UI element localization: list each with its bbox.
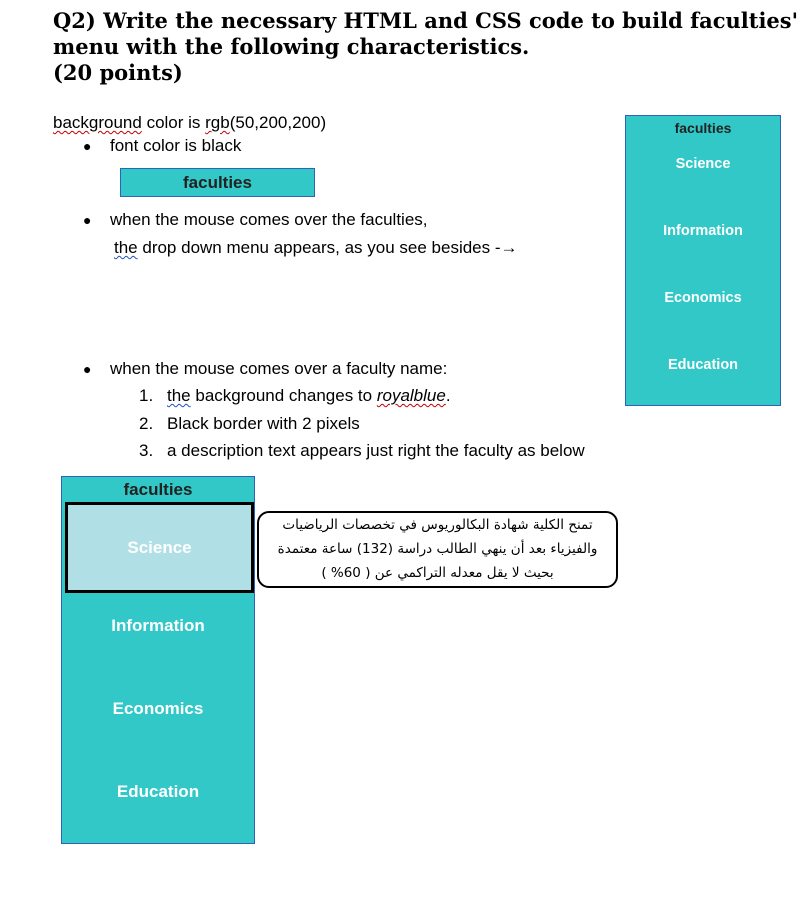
- menu-item-education[interactable]: Education: [116, 782, 200, 801]
- menu-item-science-hovered[interactable]: [65, 502, 254, 593]
- item-number: 1.: [139, 386, 154, 405]
- description-line-2: والفيزياء بعد أن ينهي الطالب دراسة (132) ساعة معتمدة: [277, 541, 598, 557]
- description-line-3: بحيث لا يقل معدله التراكمي عن ( 60% ): [321, 565, 554, 581]
- intro-line: [53, 112, 326, 134]
- item-number: 2.: [139, 414, 154, 433]
- item-text: Black border with 2 pixels: [167, 414, 360, 433]
- word-the: the: [114, 238, 138, 257]
- faculties-sample-box[interactable]: [120, 168, 315, 197]
- title-line-3: (20 points): [53, 60, 183, 85]
- menu-item-science[interactable]: Science: [675, 156, 731, 172]
- menu-item-economics[interactable]: Economics: [664, 290, 742, 306]
- faculties-hover-example-menu: [61, 476, 255, 844]
- bullet-hover-faculties: [83, 209, 428, 231]
- item-text: background changes to: [190, 386, 377, 405]
- bullet-text: drop down menu appears, as you see besides -→: [137, 238, 518, 257]
- description-line-1: تمنح الكلية شهادة البكالوريوس في تخصصات الرياضيات: [282, 517, 593, 533]
- item-number: 3.: [139, 441, 154, 460]
- menu-item-economics[interactable]: Economics: [112, 699, 204, 718]
- bullet-dot-icon: ●: [83, 212, 92, 228]
- bullet-font-color: [83, 135, 241, 157]
- bullet-hover-faculties-line2: [114, 237, 518, 259]
- item-period: .: [445, 386, 451, 405]
- faculties-sample-label: faculties: [183, 172, 252, 192]
- bullet-hover-faculty-name: [83, 358, 447, 380]
- bullet-text: when the mouse comes over the faculties,: [110, 210, 428, 229]
- menu-item-education[interactable]: Education: [667, 357, 739, 373]
- bullet-dot-icon: ●: [83, 138, 92, 154]
- intro-word-background: background: [53, 113, 142, 132]
- bullet-dot-icon: ●: [83, 361, 92, 377]
- numbered-item-2: [139, 413, 360, 435]
- title-line-2: menu with the following characteristics.: [53, 34, 530, 59]
- menu-item-information[interactable]: Information: [663, 223, 743, 239]
- dropdown-header[interactable]: faculties: [674, 120, 732, 136]
- question-title: [53, 8, 799, 86]
- title-line-1: Q2) Write the necessary HTML and CSS code to build faculties': [53, 8, 799, 33]
- intro-rgb-value: (50,200,200): [229, 113, 327, 132]
- word-the: the: [167, 386, 191, 405]
- intro-text: color is: [141, 113, 206, 132]
- menu-item-information[interactable]: Information: [111, 616, 205, 635]
- item-value-royalblue: royalblue: [376, 386, 446, 405]
- faculty-description-tooltip: [257, 511, 618, 588]
- hover-menu-header[interactable]: faculties: [123, 480, 193, 499]
- intro-word-rgb: rgb: [205, 113, 230, 132]
- numbered-item-3: [139, 440, 585, 462]
- numbered-item-1: [139, 385, 451, 407]
- bullet-text: font color is black: [110, 136, 242, 155]
- item-text: a description text appears just right the faculty as below: [167, 441, 585, 460]
- faculties-dropdown-menu: [625, 115, 781, 406]
- bullet-text: when the mouse comes over a faculty name:: [110, 359, 448, 378]
- hovered-item-label: Science: [127, 537, 192, 557]
